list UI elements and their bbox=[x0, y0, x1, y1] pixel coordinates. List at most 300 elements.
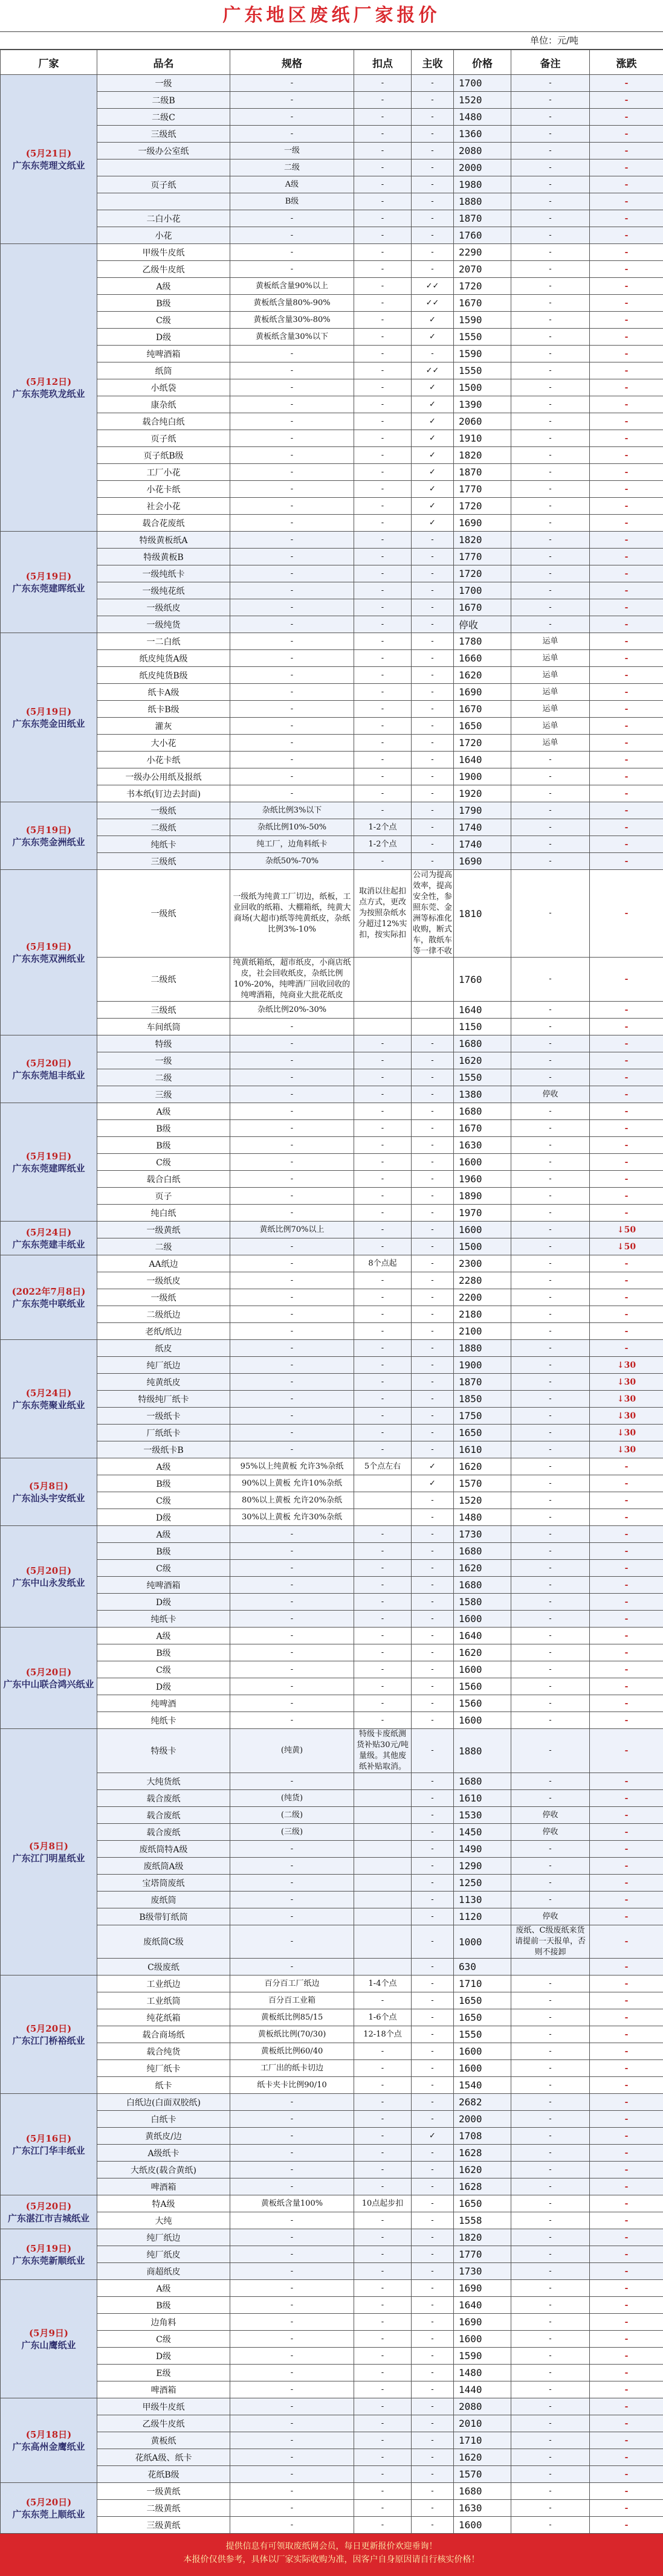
main-cell: - bbox=[412, 1340, 454, 1357]
table-row bbox=[1, 295, 663, 312]
change-cell: - bbox=[590, 2415, 663, 2432]
table-row bbox=[1, 1875, 663, 1892]
deduction-cell: - bbox=[354, 1306, 412, 1323]
main-cell: - bbox=[412, 1391, 454, 1408]
product-cell: 一级黄纸 bbox=[97, 2483, 230, 2500]
product-cell: 二级纸边 bbox=[97, 1306, 230, 1323]
price-cell: 1690 bbox=[454, 684, 511, 701]
change-cell: - bbox=[590, 295, 663, 312]
factory-date: (5月19日) bbox=[2, 1150, 95, 1162]
factory-name: 广东东莞上顺纸业 bbox=[12, 2509, 85, 2520]
price-table bbox=[0, 50, 663, 2534]
product-cell: 纯纸卡 bbox=[97, 836, 230, 853]
price-cell: 1550 bbox=[454, 1069, 511, 1086]
product-cell: 纸卡B级 bbox=[97, 701, 230, 718]
note-cell: - bbox=[511, 2449, 590, 2466]
price-cell: 1150 bbox=[454, 1019, 511, 1035]
product-cell: 大小花 bbox=[97, 735, 230, 752]
footer-notice bbox=[0, 2534, 663, 2576]
table-row bbox=[1, 1773, 663, 1790]
deduction-cell: - bbox=[354, 701, 412, 718]
main-cell: - bbox=[412, 143, 454, 159]
change-cell: - bbox=[590, 532, 663, 549]
spec-cell: (纯黄) bbox=[230, 1729, 354, 1773]
note-cell: - bbox=[511, 1171, 590, 1188]
price-cell: 1640 bbox=[454, 1628, 511, 1644]
spec-cell: - bbox=[230, 2500, 354, 2517]
table-row bbox=[1, 2466, 663, 2483]
spec-cell: - bbox=[230, 2381, 354, 2398]
price-cell: 2000 bbox=[454, 2111, 511, 2128]
deduction-cell: - bbox=[354, 92, 412, 109]
change-cell: - bbox=[590, 1695, 663, 1712]
product-cell: 特级纯厂纸卡 bbox=[97, 1391, 230, 1408]
note-cell: - bbox=[511, 92, 590, 109]
spec-cell: - bbox=[230, 667, 354, 684]
price-cell: 1600 bbox=[454, 1712, 511, 1729]
note-cell: - bbox=[511, 210, 590, 227]
deduction-cell: 1-2个点 bbox=[354, 836, 412, 853]
table-row bbox=[1, 532, 663, 549]
spec-cell: - bbox=[230, 1408, 354, 1425]
change-cell: - bbox=[590, 1959, 663, 1975]
product-cell: 三级纸 bbox=[97, 126, 230, 143]
deduction-cell: - bbox=[354, 650, 412, 667]
product-cell: D级 bbox=[97, 1509, 230, 1526]
note-cell bbox=[511, 1959, 590, 1975]
deduction-cell: - bbox=[354, 75, 412, 92]
deduction-cell: - bbox=[354, 396, 412, 413]
price-cell: 1670 bbox=[454, 295, 511, 312]
product-cell: C级废纸 bbox=[97, 1959, 230, 1975]
main-cell: - bbox=[412, 1188, 454, 1205]
main-cell: - bbox=[412, 1035, 454, 1052]
product-cell: 宝塔筒废纸 bbox=[97, 1875, 230, 1892]
table-row bbox=[1, 2009, 663, 2026]
product-cell: 一级黄纸 bbox=[97, 1222, 230, 1238]
deduction-cell: - bbox=[354, 1560, 412, 1577]
main-cell: - bbox=[412, 1238, 454, 1255]
change-cell: - bbox=[590, 2500, 663, 2517]
price-cell: 1690 bbox=[454, 2314, 511, 2331]
table-row bbox=[1, 2297, 663, 2314]
spec-cell: 一级 bbox=[230, 143, 354, 159]
note-cell: - bbox=[511, 2229, 590, 2246]
price-cell: 1630 bbox=[454, 1137, 511, 1154]
main-cell: - bbox=[412, 1205, 454, 1222]
deduction-cell: - bbox=[354, 413, 412, 430]
product-cell: 纯厂纸卡 bbox=[97, 2060, 230, 2077]
main-cell: - bbox=[412, 1052, 454, 1069]
deduction-cell: - bbox=[354, 2212, 412, 2229]
deduction-cell bbox=[354, 1841, 412, 1858]
deduction-cell: - bbox=[354, 1425, 412, 1441]
change-cell: - bbox=[590, 853, 663, 870]
note-cell: - bbox=[511, 1441, 590, 1458]
change-cell: - bbox=[590, 346, 663, 362]
table-row bbox=[1, 193, 663, 210]
spec-cell: - bbox=[230, 532, 354, 549]
note-cell: - bbox=[511, 1594, 590, 1611]
main-cell: - bbox=[412, 768, 454, 785]
price-cell: 1720 bbox=[454, 278, 511, 295]
factory-name: 广东东莞理文纸业 bbox=[12, 160, 85, 171]
note-cell: - bbox=[511, 2466, 590, 2483]
note-cell: - bbox=[511, 582, 590, 599]
factory-cell bbox=[1, 870, 97, 1035]
deduction-cell bbox=[354, 958, 412, 1002]
main-cell: - bbox=[412, 2381, 454, 2398]
factory-date: (5月12日) bbox=[2, 376, 95, 388]
deduction-cell: - bbox=[354, 1340, 412, 1357]
product-cell: 大纯货纸 bbox=[97, 1773, 230, 1790]
note-cell: - bbox=[511, 1272, 590, 1289]
main-cell: - bbox=[412, 1154, 454, 1171]
price-cell: 1710 bbox=[454, 2432, 511, 2449]
price-cell: 1970 bbox=[454, 1205, 511, 1222]
deduction-cell: - bbox=[354, 565, 412, 582]
product-cell: 纯白纸 bbox=[97, 1205, 230, 1222]
spec-cell: - bbox=[230, 2348, 354, 2365]
product-cell: B级 bbox=[97, 1120, 230, 1137]
note-cell: - bbox=[511, 362, 590, 379]
table-row bbox=[1, 109, 663, 126]
note-cell: - bbox=[511, 1289, 590, 1306]
change-cell: - bbox=[590, 701, 663, 718]
deduction-cell: - bbox=[354, 2297, 412, 2314]
spec-cell: (纯货) bbox=[230, 1790, 354, 1807]
table-row bbox=[1, 785, 663, 802]
product-cell: C级 bbox=[97, 1492, 230, 1509]
table-row bbox=[1, 362, 663, 379]
factory-name: 广东东莞金洲纸业 bbox=[12, 837, 85, 848]
deduction-cell: - bbox=[354, 295, 412, 312]
main-cell: - bbox=[412, 1222, 454, 1238]
change-cell: ↓30 bbox=[590, 1425, 663, 1441]
change-cell: - bbox=[590, 1577, 663, 1594]
main-cell: ✓ bbox=[412, 481, 454, 498]
deduction-cell: - bbox=[354, 227, 412, 244]
product-cell bbox=[97, 159, 230, 176]
deduction-cell: 12-18个点 bbox=[354, 2026, 412, 2043]
factory-cell bbox=[1, 633, 97, 802]
price-cell: 1708 bbox=[454, 2128, 511, 2145]
price-cell: 1700 bbox=[454, 582, 511, 599]
spec-cell: 纸卡夹卡比例90/10 bbox=[230, 2077, 354, 2094]
factory-date: (2022年7月8日) bbox=[2, 1286, 95, 1298]
spec-cell: - bbox=[230, 2246, 354, 2263]
note-cell: - bbox=[511, 565, 590, 582]
note-cell: - bbox=[511, 1340, 590, 1357]
main-cell: ✓ bbox=[412, 1458, 454, 1475]
price-cell: 1770 bbox=[454, 549, 511, 565]
change-cell: - bbox=[590, 2178, 663, 2195]
price-cell: 1640 bbox=[454, 752, 511, 768]
product-cell: 纯花纸箱 bbox=[97, 2009, 230, 2026]
table-row bbox=[1, 650, 663, 667]
main-cell: - bbox=[412, 1628, 454, 1644]
price-cell: 2280 bbox=[454, 1272, 511, 1289]
table-row bbox=[1, 1323, 663, 1340]
product-cell: A级 bbox=[97, 2280, 230, 2297]
product-cell: 花纸B级 bbox=[97, 2466, 230, 2483]
main-cell: - bbox=[412, 616, 454, 633]
table-row bbox=[1, 1425, 663, 1441]
deduction-cell: - bbox=[354, 515, 412, 532]
note-cell: - bbox=[511, 853, 590, 870]
product-cell: 一级纸 bbox=[97, 1289, 230, 1306]
spec-cell: - bbox=[230, 1374, 354, 1391]
table-row bbox=[1, 1644, 663, 1661]
spec-cell: - bbox=[230, 650, 354, 667]
price-cell: 1690 bbox=[454, 2280, 511, 2297]
price-cell: 1620 bbox=[454, 2449, 511, 2466]
table-row bbox=[1, 92, 663, 109]
main-cell: - bbox=[412, 2263, 454, 2280]
deduction-cell: - bbox=[354, 2381, 412, 2398]
product-cell: 一级纸卡 bbox=[97, 1408, 230, 1425]
product-cell: 啤酒箱 bbox=[97, 2178, 230, 2195]
change-cell: - bbox=[590, 379, 663, 396]
deduction-cell: - bbox=[354, 532, 412, 549]
price-cell: 1680 bbox=[454, 1543, 511, 1560]
header-spec: 规格 bbox=[230, 50, 354, 75]
deduction-cell: - bbox=[354, 278, 412, 295]
deduction-cell: - bbox=[354, 1594, 412, 1611]
product-cell: 纸筒 bbox=[97, 362, 230, 379]
factory-cell bbox=[1, 2195, 97, 2229]
table-row bbox=[1, 1492, 663, 1509]
main-cell: ✓ bbox=[412, 1475, 454, 1492]
price-cell: 1870 bbox=[454, 1374, 511, 1391]
deduction-cell: - bbox=[354, 1661, 412, 1678]
spec-cell: - bbox=[230, 1543, 354, 1560]
note-cell: 停收 bbox=[511, 1086, 590, 1103]
change-cell: - bbox=[590, 2348, 663, 2365]
deduction-cell: - bbox=[354, 430, 412, 447]
change-cell: - bbox=[590, 2195, 663, 2212]
table-row bbox=[1, 126, 663, 143]
price-cell: 1880 bbox=[454, 193, 511, 210]
change-cell: - bbox=[590, 802, 663, 819]
change-cell: - bbox=[590, 2449, 663, 2466]
change-cell: - bbox=[590, 836, 663, 853]
change-cell: - bbox=[590, 616, 663, 633]
main-cell: - bbox=[412, 2229, 454, 2246]
price-cell: 1500 bbox=[454, 1238, 511, 1255]
note-cell: - bbox=[511, 143, 590, 159]
price-cell: 1480 bbox=[454, 2365, 511, 2381]
main-cell: - bbox=[412, 1892, 454, 1908]
deduction-cell: - bbox=[354, 1441, 412, 1458]
main-cell: - bbox=[412, 227, 454, 244]
deduction-cell: - bbox=[354, 1086, 412, 1103]
spec-cell: - bbox=[230, 1611, 354, 1628]
factory-name: 广东东莞中联纸业 bbox=[12, 1298, 85, 1309]
note-cell: 运单 bbox=[511, 718, 590, 735]
main-cell: - bbox=[412, 582, 454, 599]
spec-cell: - bbox=[230, 2212, 354, 2229]
product-cell: 特级黄板B bbox=[97, 549, 230, 565]
note-cell: - bbox=[511, 1052, 590, 1069]
deduction-cell: - bbox=[354, 768, 412, 785]
note-cell: - bbox=[511, 1238, 590, 1255]
table-row bbox=[1, 430, 663, 447]
table-row bbox=[1, 1035, 663, 1052]
main-cell: ✓ bbox=[412, 379, 454, 396]
note-cell: - bbox=[511, 549, 590, 565]
deduction-cell bbox=[354, 1492, 412, 1509]
spec-cell: 黄板纸含量80%-90% bbox=[230, 295, 354, 312]
note-cell: - bbox=[511, 1255, 590, 1272]
deduction-cell: - bbox=[354, 1238, 412, 1255]
factory-date: (5月20日) bbox=[2, 2023, 95, 2035]
spec-cell: - bbox=[230, 515, 354, 532]
main-cell: - bbox=[412, 1858, 454, 1875]
note-cell: 运单 bbox=[511, 735, 590, 752]
main-cell: - bbox=[412, 1790, 454, 1807]
main-cell: - bbox=[412, 2314, 454, 2331]
note-cell: - bbox=[511, 1773, 590, 1790]
price-cell: 1760 bbox=[454, 227, 511, 244]
table-row bbox=[1, 853, 663, 870]
price-cell: 1650 bbox=[454, 2195, 511, 2212]
deduction-cell: - bbox=[354, 1543, 412, 1560]
spec-cell: 纯工厂，边角料纸卡 bbox=[230, 836, 354, 853]
product-cell: 乙级牛皮纸 bbox=[97, 2415, 230, 2432]
product-cell: 花纸A级、纸卡 bbox=[97, 2449, 230, 2466]
spec-cell: - bbox=[230, 2432, 354, 2449]
table-body bbox=[1, 75, 663, 2534]
main-cell: - bbox=[412, 1357, 454, 1374]
table-row bbox=[1, 958, 663, 1002]
product-cell: 康杂纸 bbox=[97, 396, 230, 413]
change-cell: - bbox=[590, 2094, 663, 2111]
spec-cell: - bbox=[230, 261, 354, 278]
main-cell: - bbox=[412, 2009, 454, 2026]
note-cell: 运单 bbox=[511, 684, 590, 701]
change-cell: - bbox=[590, 870, 663, 958]
deduction-cell: - bbox=[354, 498, 412, 515]
spec-cell: - bbox=[230, 1103, 354, 1120]
spec-cell: - bbox=[230, 1154, 354, 1171]
change-cell: - bbox=[590, 1807, 663, 1824]
table-row bbox=[1, 1712, 663, 1729]
table-row bbox=[1, 1306, 663, 1323]
note-cell: - bbox=[511, 836, 590, 853]
spec-cell: - bbox=[230, 2111, 354, 2128]
product-cell: C级 bbox=[97, 2331, 230, 2348]
main-cell: ✓ bbox=[412, 396, 454, 413]
spec-cell: 黄板纸比例60/40 bbox=[230, 2043, 354, 2060]
product-cell: 纯厂纸皮 bbox=[97, 2246, 230, 2263]
spec-cell: 黄板纸含量90%以上 bbox=[230, 278, 354, 295]
note-cell: - bbox=[511, 1875, 590, 1892]
note-cell: - bbox=[511, 396, 590, 413]
change-cell: ↓30 bbox=[590, 1441, 663, 1458]
main-cell: - bbox=[412, 2077, 454, 2094]
spec-cell: (二级) bbox=[230, 1807, 354, 1824]
change-cell: - bbox=[590, 210, 663, 227]
factory-name: 广东东莞建晖纸业 bbox=[12, 1163, 85, 1174]
product-cell: A级纸卡 bbox=[97, 2145, 230, 2162]
table-row bbox=[1, 2381, 663, 2398]
product-cell: A级 bbox=[97, 1103, 230, 1120]
table-row bbox=[1, 565, 663, 582]
table-row bbox=[1, 346, 663, 362]
product-cell: 三级纸 bbox=[97, 853, 230, 870]
note-cell: - bbox=[511, 193, 590, 210]
deduction-cell: - bbox=[354, 2178, 412, 2195]
price-cell: 1960 bbox=[454, 1171, 511, 1188]
change-cell: - bbox=[590, 261, 663, 278]
note-cell: - bbox=[511, 227, 590, 244]
spec-cell: 二级 bbox=[230, 159, 354, 176]
price-cell: 1810 bbox=[454, 870, 511, 958]
product-cell: 一级纯花纸 bbox=[97, 582, 230, 599]
header-price: 价格 bbox=[454, 50, 511, 75]
price-cell: 1650 bbox=[454, 718, 511, 735]
price-cell: 1670 bbox=[454, 701, 511, 718]
change-cell: - bbox=[590, 2212, 663, 2229]
note-cell: - bbox=[511, 2111, 590, 2128]
table-row bbox=[1, 2026, 663, 2043]
price-cell: 2070 bbox=[454, 261, 511, 278]
deduction-cell: - bbox=[354, 2111, 412, 2128]
change-cell: - bbox=[590, 599, 663, 616]
main-cell: - bbox=[412, 2365, 454, 2381]
price-cell: 1630 bbox=[454, 2500, 511, 2517]
note-cell: - bbox=[511, 2263, 590, 2280]
product-cell: 白纸边(白面双胶纸) bbox=[97, 2094, 230, 2111]
main-cell: ✓✓ bbox=[412, 295, 454, 312]
note-cell: - bbox=[511, 958, 590, 1002]
spec-cell: - bbox=[230, 1925, 354, 1959]
main-cell: - bbox=[412, 1925, 454, 1959]
deduction-cell: - bbox=[354, 1137, 412, 1154]
deduction-cell: - bbox=[354, 329, 412, 346]
spec-cell: - bbox=[230, 1577, 354, 1594]
table-row bbox=[1, 1628, 663, 1644]
table-row bbox=[1, 1790, 663, 1807]
spec-cell: - bbox=[230, 1238, 354, 1255]
note-cell: - bbox=[511, 1475, 590, 1492]
spec-cell: - bbox=[230, 718, 354, 735]
spec-cell: - bbox=[230, 1340, 354, 1357]
table-row bbox=[1, 1992, 663, 2009]
price-cell: 1870 bbox=[454, 464, 511, 481]
change-cell: - bbox=[590, 1611, 663, 1628]
change-cell: - bbox=[590, 1560, 663, 1577]
change-cell: - bbox=[590, 193, 663, 210]
table-row bbox=[1, 244, 663, 261]
change-cell: - bbox=[590, 2043, 663, 2060]
change-cell: - bbox=[590, 1035, 663, 1052]
price-cell: 1900 bbox=[454, 1357, 511, 1374]
note-cell: - bbox=[511, 2060, 590, 2077]
product-cell: 载合废纸 bbox=[97, 1824, 230, 1841]
deduction-cell: - bbox=[354, 481, 412, 498]
table-row bbox=[1, 2060, 663, 2077]
price-cell: 1628 bbox=[454, 2145, 511, 2162]
change-cell: - bbox=[590, 447, 663, 464]
price-cell: 1600 bbox=[454, 2331, 511, 2348]
deduction-cell: - bbox=[354, 1171, 412, 1188]
table-row bbox=[1, 836, 663, 853]
product-cell: 二白小花 bbox=[97, 210, 230, 227]
change-cell: - bbox=[590, 1543, 663, 1560]
product-cell: 载合废纸 bbox=[97, 1807, 230, 1824]
